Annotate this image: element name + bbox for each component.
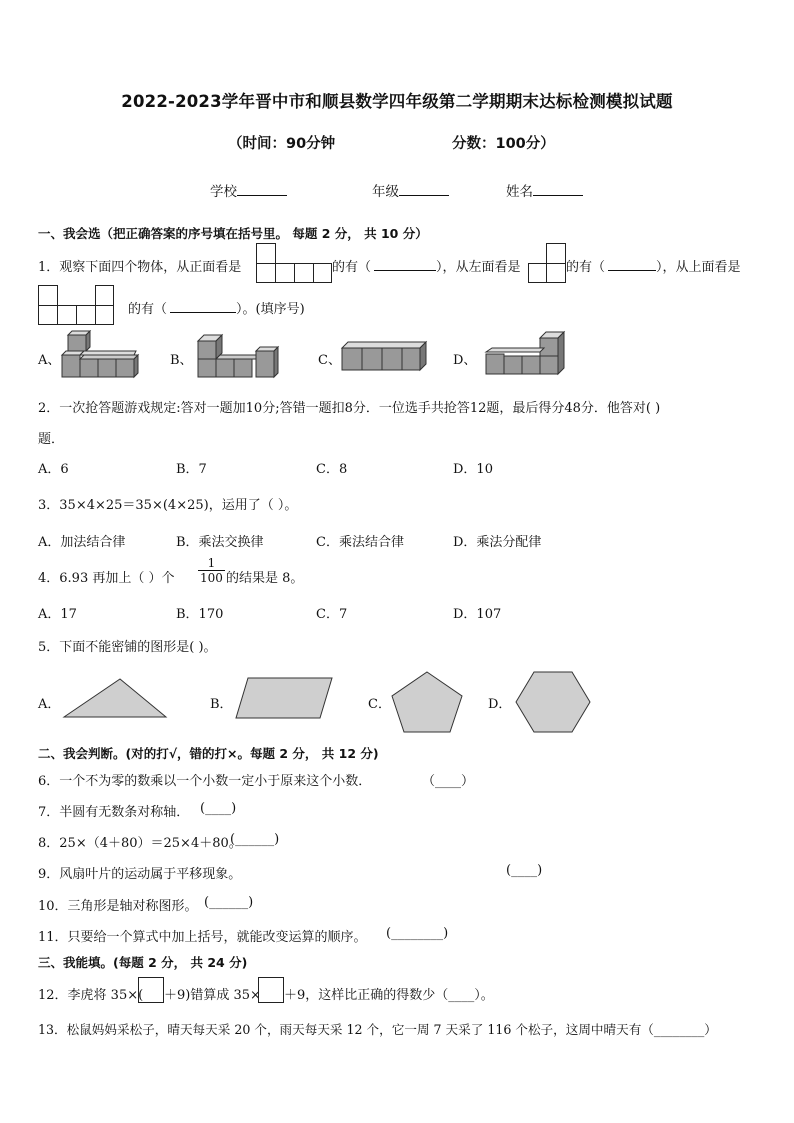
front-view-figure	[256, 243, 332, 283]
cube-figure-d	[484, 330, 574, 380]
q9-answer-paren[interactable]: (____)	[506, 863, 543, 878]
q6-answer-paren[interactable]: （____）	[422, 774, 475, 789]
page-title: 2022-2023学年晋中市和顺县数学四年级第二学期期末达标检测模拟试题	[121, 92, 673, 111]
q10-text: 10．三角形是轴对称图形。	[38, 899, 198, 914]
q7-answer-paren[interactable]: (____)	[200, 801, 237, 816]
school-blank[interactable]	[237, 181, 287, 196]
fraction-numerator: 1	[198, 556, 225, 571]
q4-text-2: 的结果是 8。	[226, 571, 304, 586]
q7-text: 7．半圆有无数条对称轴．	[38, 805, 190, 820]
q1-option-b[interactable]: B、	[170, 353, 193, 368]
q1-blank-3[interactable]	[170, 312, 236, 313]
cube-figure-b	[196, 332, 282, 382]
q3-text: 3．35×4×25＝35×(4×25)，运用了（ ）。	[38, 498, 298, 513]
name-field[interactable]	[506, 180, 583, 200]
section-2-heading: 二、我会判断。(对的打√，错的打×。每题 2 分， 共 12 分)	[38, 746, 379, 761]
q1-text-6: 的有（	[128, 302, 168, 317]
section-3-heading: 三、我能填。(每题 2 分， 共 24 分)	[38, 955, 248, 970]
grade-label: 年级	[372, 184, 399, 200]
q1-text-5: ），从上面看是	[656, 260, 741, 275]
q6-text: 6．一个不为零的数乘以一个小数一定小于原来这个小数．	[38, 774, 372, 789]
q4-option-a[interactable]: A．17	[38, 607, 77, 622]
q12-box-1[interactable]	[138, 977, 164, 1003]
top-view-figure	[38, 285, 114, 325]
q5-option-d[interactable]: D．	[488, 697, 512, 712]
q9-text: 9．风扇叶片的运动属于平移现象。	[38, 867, 242, 882]
q1-text-4: 的有（	[566, 260, 606, 275]
q3-option-c[interactable]: C．乘法结合律	[316, 535, 404, 550]
q4-option-b[interactable]: B．170	[176, 607, 224, 622]
q3-option-b[interactable]: B．乘法交换律	[176, 535, 264, 550]
q12-text-1: 12．李虎将 35×(	[38, 988, 144, 1003]
q12-text-2: ＋9)错算成 35×	[164, 988, 261, 1003]
q5-option-b[interactable]: B．	[210, 697, 233, 712]
q5-option-a[interactable]: A．	[38, 697, 61, 712]
cube-figure-c	[340, 338, 430, 378]
school-field[interactable]	[210, 180, 287, 200]
fraction-denominator: 100	[200, 571, 223, 585]
grade-field[interactable]	[372, 180, 449, 200]
q4-option-d[interactable]: D．107	[453, 607, 502, 622]
q11-text: 11．只要给一个算式中加上括号，就能改变运算的顺序。	[38, 930, 367, 945]
name-label: 姓名	[506, 184, 533, 200]
cube-figure-a	[60, 330, 142, 382]
q2-option-a[interactable]: A．6	[38, 462, 69, 477]
q1-text-7: ）。(填序号)	[236, 302, 305, 317]
hexagon-shape	[514, 670, 592, 734]
name-blank[interactable]	[533, 181, 583, 196]
q10-answer-paren[interactable]: (______)	[204, 895, 254, 910]
exam-time: （时间：90分钟	[228, 136, 336, 152]
q13-text: 13．松鼠妈妈采松子，晴天每天采 20 个，雨天每天采 12 个，它一周 7 天采了 116 个松子，这周中晴天有（________）	[38, 1022, 717, 1037]
q3-option-a[interactable]: A．加法结合律	[38, 535, 126, 550]
q1-text-3: ），从左面看是	[436, 260, 521, 275]
q2-option-d[interactable]: D．10	[453, 462, 493, 477]
q8-text: 8．25×（4＋80）＝25×4＋80。	[38, 836, 242, 851]
pentagon-shape	[390, 670, 464, 734]
q4-text-1: 4．6.93 再加上（ ）个	[38, 571, 175, 586]
school-label: 学校	[210, 184, 237, 200]
q11-answer-paren[interactable]: (________)	[386, 926, 449, 941]
left-view-figure	[528, 243, 566, 283]
exam-score: 分数：100分）	[452, 136, 555, 152]
q2-text-cont: 题．	[38, 432, 65, 447]
parallelogram-shape	[234, 676, 334, 720]
grade-blank[interactable]	[399, 181, 449, 196]
q4-option-c[interactable]: C．7	[316, 607, 348, 622]
q1-blank-2[interactable]	[608, 270, 656, 271]
q1-blank-1[interactable]	[374, 270, 436, 271]
q1-option-a[interactable]: A、	[38, 353, 61, 368]
q1-text-2: 的有（	[332, 260, 372, 275]
q12-box-2[interactable]	[258, 977, 284, 1003]
q12-text-3: ＋9，这样比正确的得数少（____）。	[284, 988, 494, 1003]
q1-option-c[interactable]: C、	[318, 353, 341, 368]
q5-text: 5．下面不能密铺的图形是( )。	[38, 640, 217, 655]
q2-option-c[interactable]: C．8	[316, 462, 348, 477]
triangle-shape	[62, 676, 168, 720]
section-1-heading: 一、我会选（把正确答案的序号填在括号里。 每题 2 分， 共 10 分）	[38, 226, 428, 241]
q3-option-d[interactable]: D．乘法分配律	[453, 535, 542, 550]
q4-fraction	[198, 556, 225, 585]
q5-option-c[interactable]: C．	[368, 697, 391, 712]
q1-option-d[interactable]: D、	[453, 353, 477, 368]
q8-answer-paren[interactable]: (______)	[230, 832, 280, 847]
q2-text: 2．一次抢答题游戏规定:答对一题加10分;答错一题扣8分．一位选手共抢答12题，最后得分48分．他答对( )	[38, 401, 661, 416]
q2-option-b[interactable]: B．7	[176, 462, 207, 477]
q1-text-1: 1．观察下面四个物体，从正面看是	[38, 260, 242, 275]
